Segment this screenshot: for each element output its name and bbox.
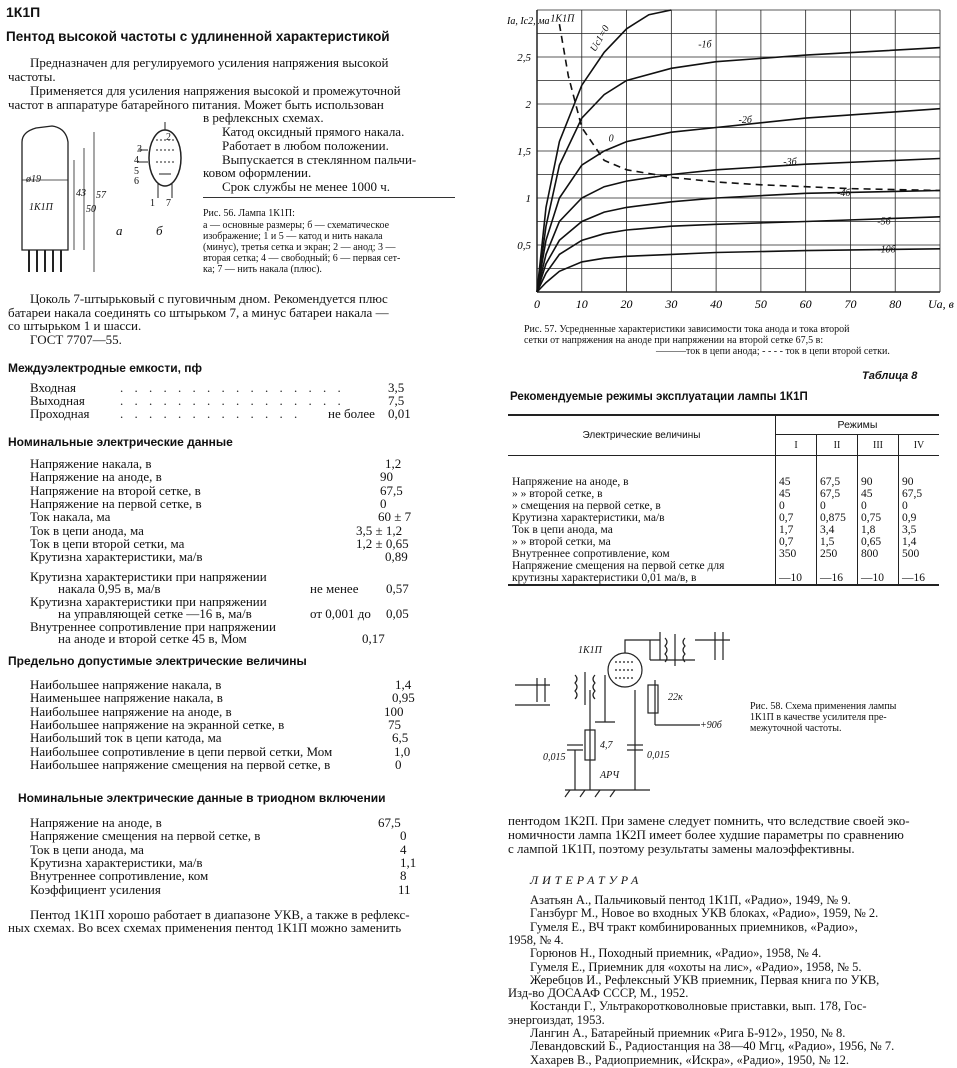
table-cell-value: 45 [858,488,899,500]
x-tick-label: 30 [665,297,678,311]
table-cell-value: 67,5 [817,456,858,489]
table-cell-value: 0 [899,500,940,512]
triode-value: 4 [400,841,407,857]
page-header: 1К1П [6,4,41,20]
nominal-extra-label: на аноде и второй сетке 45 в, Мом [58,631,247,646]
table-cell-value: 1,7 [776,524,817,536]
characteristics-chart [505,2,954,322]
x-tick-label: 50 [754,297,767,311]
section-heading: Предельно допустимые электрические величины [8,654,307,668]
table-cell-value: 90 [899,456,940,489]
nominal-label: Напряжение накала, в [30,456,152,471]
nominal-value: 67,5 [380,482,403,498]
table-cell-value: 0,875 [817,512,858,524]
intro-line: Предназначен для регулируемого усиления напряжения высокой [30,55,389,70]
nominal-label: Ток в цепи анода, ма [30,522,144,538]
literature-item: 1958, № 4. [508,932,564,947]
y-tick-label: 2 [525,99,531,111]
y-tick-label: 1 [525,193,531,205]
nominal-value: 0,89 [385,549,408,565]
table-cell-value: 0 [858,500,899,512]
nominal-label: Напряжение на первой сетке, в [30,495,202,511]
x-tick-label: 20 [620,297,633,311]
triode-label: Напряжение смещения на первой сетке, в [30,828,261,844]
limit-value: 0,95 [392,690,415,706]
table-cell-value: 45 [776,456,817,489]
base-text: со штырьком 1 и шасси. [8,318,142,333]
table-cell-value: 0,65 [858,536,899,548]
fig56-label-a: а [116,223,123,238]
triode-value: 8 [400,868,407,884]
curve-label: -4б [837,188,851,200]
nominal-extra-label: на управляющей сетке —16 в, ма/в [58,606,252,621]
limit-value: 1,4 [395,677,412,692]
fig56-dim: 50 [86,204,96,215]
table-row [508,536,939,548]
x-tick-label: 80 [889,297,902,311]
intro-line: Применяется для усиления напряжения высокой и промежуточной [30,83,401,98]
table-cell-value: 0 [776,500,817,512]
nominal-extra-label: Внутреннее сопротивление при напряжении [30,619,276,634]
y-tick-label: 2,5 [517,52,531,64]
literature-item: Гумеля Е., Приемник для «охоты на лис», «Радио», 1958, № 5. [530,959,862,974]
section-heading: Номинальные электрические данные [8,435,233,449]
literature-item: Левандовский Б., Радиостанция на 38—40 Мгц, «Радио», 1956, № 7. [530,1039,895,1054]
closing-right: номичности лампа 1К2П имеет более худшие параметры по сравнению [508,827,904,842]
leader-dots: . . . . . . . . . . . . . . . . [120,380,345,395]
table-cell-value: 1,8 [858,524,899,536]
nominal-label: Напряжение на второй сетке, в [30,482,201,498]
triode-value: 1,1 [400,854,417,870]
x-tick-label: 70 [844,297,857,311]
section-heading: Междуэлектродные емкости, пф [8,361,203,375]
fig58-c1: 0,015 [543,752,566,763]
cap-value: 3,5 [388,380,405,395]
feature-line: Работает в любом положении. [222,138,389,153]
fig58-caption: Рис. 58. Схема применения лампы [750,701,897,712]
table-cell-value: 3,5 [899,524,940,536]
fig56-dim: 57 [96,190,106,201]
table-cell-value: 350 [776,548,817,560]
table-cell-label: Крутизна характеристики, ма/в [508,512,776,524]
curve-label: -3б [783,157,797,169]
table-cell-label: Ток в цепи анода, ма [508,524,776,536]
limit-label: Наибольшее напряжение на экранной сетке, в [30,716,285,732]
fig56-caption: а — основные размеры; б — схематическое [203,220,390,231]
cap-prefix: не более [328,406,375,421]
leader-dots: . . . . . . . . . . . . . . . . [120,393,345,408]
table-row [508,500,939,512]
table-cell-label: Напряжение на аноде, в [508,456,776,489]
fig57-caption: сетки от напряжения на аноде при напряжении на второй сетке 67,5 в: [524,335,824,346]
literature-item: Изд-во ДОСААФ СССР, М., 1952. [508,986,689,1001]
table-cell-value: 0,7 [776,512,817,524]
nominal-label: Ток накала, ма [30,509,111,525]
intro-line: в рефлексных схемах. [203,110,324,125]
fig56-label-b: б [156,223,163,238]
series-line [537,191,940,293]
limit-label: Наибольшее напряжение смещения на первой сетке, в [30,756,331,772]
fig56-lamp-label: 1К1П [29,202,53,213]
limit-value: 1,0 [394,743,411,759]
table-cell-value: 250 [817,548,858,560]
nominal-value: 0 [380,495,387,511]
mode-col-head: IV [899,435,940,456]
nominal-extra-prefix: не менее [310,581,359,596]
y-tick-label: 1,5 [517,146,531,158]
pin-label: 4 [134,155,139,166]
table-cell-value: 800 [858,548,899,560]
table-heading: Рекомендуемые режимы эксплуатации лампы 1К1П [510,391,808,403]
triode-label: Коэффициент усиления [30,881,161,897]
limit-value: 100 [384,703,404,719]
triode-value: 0 [400,828,407,844]
nominal-extra-value: 0,57 [386,581,409,596]
closing-right: пентодом 1К2П. При замене следует помнить, что вследствие своей эко- [508,813,910,828]
table-cell-label: » » второй сетке, в [508,488,776,500]
fig56-dim: 43 [76,188,86,199]
col-head: Электрические величины [508,415,776,456]
modes-head: Режимы [776,415,940,435]
table-row [508,456,939,489]
nominal-value: 90 [380,469,393,485]
curve-label: 0 [608,133,614,145]
cap-label: Проходная [30,406,90,421]
pin-label: 7 [166,198,171,209]
literature-item: энергоиздат, 1953. [508,1012,605,1027]
table-cell-value: 1,5 [817,536,858,548]
tube-label: 1К1П [550,13,575,25]
closing-left: ных схемах. Во всех схемах применения пентод 1К1П можно заменить [8,920,402,935]
x-tick-label: 40 [710,297,723,311]
pin-label: 2 [166,132,171,143]
base-text: батареи накала соединять со штырьком 7, а минус батареи накала — [8,305,389,320]
nominal-label: Напряжение на аноде, в [30,469,162,485]
limit-label: Наибольший ток в цепи катода, ма [30,730,222,746]
table-cell-value: 0,9 [899,512,940,524]
fig58-agc: АРЧ [600,770,620,781]
table-row [508,488,939,500]
literature-item: Жеребцов И., Рефлексный УКВ приемник, Первая книга по УКВ, [530,972,880,987]
fig58-supply: +90б [700,720,722,731]
nominal-value: 1,2 ± 0,65 [356,535,409,551]
nominal-value: 60 ± 7 [378,509,412,525]
nominal-extra-label: накала 0,95 в, ма/в [58,581,161,596]
fig56-caption: вторая сетка; 4 — свободный; 6 — первая сет- [203,253,401,264]
feature-line: ковом оформлении. [203,165,312,180]
table-cell-value: 500 [899,548,940,560]
fig57-caption: ———ток в цепи анода; - - - - ток в цепи второй сетки. [656,346,890,357]
cap-value: 0,01 [388,406,411,421]
literature-item: Гумеля Е., ВЧ тракт комбинированных приемников, «Радио», [530,919,858,934]
closing-left: Пентод 1К1П хорошо работает в диапазоне УКВ, а также в рефлекс- [30,907,410,922]
triode-label: Ток в цепи анода, ма [30,841,144,857]
limit-label: Наибольшее сопротивление в цепи первой сетки, Мом [30,743,333,759]
table-cell-value: —16 [817,560,858,585]
table-cell-value: —16 [899,560,940,585]
literature-item: Азатьян А., Пальчиковый пентод 1К1П, «Радио», 1949, № 9. [530,893,851,907]
nominal-label: Ток в цепи второй сетки, ма [30,535,185,551]
y-axis-label: Ia, Ic2, ма [507,16,550,27]
series-line [537,109,940,292]
leader-dots: . . . . . . . . . . . . . [120,406,302,421]
base-text: Цоколь 7-штырьковый с пуговичным дном. Рекомендуется плюс [30,291,388,306]
nominal-extra-label: Крутизна характеристики при напряжении [30,594,267,609]
base-text: ГОСТ 7707—55. [30,332,122,347]
modes-table [508,414,939,586]
limit-label: Наибольшее напряжение на аноде, в [30,703,232,719]
y-tick-label: 0,5 [517,240,531,252]
nominal-value: 1,2 [385,456,402,471]
table-cell-label: Внутреннее сопротивление, ком [508,548,776,560]
fig58-r2: 4,7 [600,740,613,751]
curve-label: -1б [698,39,712,51]
table-cell-value: 67,5 [817,488,858,500]
mode-col-head: III [858,435,899,456]
literature-item: Горюнов Н., Походный приемник, «Радио», 1958, № 4. [530,946,822,961]
cap-label: Входная [30,380,76,395]
pin-label: 3 [137,144,142,155]
literature-item: Ганзбург М., Новое во входных УКВ блоках, «Радио», 1959, № 2. [530,906,879,921]
literature-item: Лангин А., Батарейный приемник «Рига Б-912», 1950, № 8. [530,1026,846,1040]
table-row [508,548,939,560]
fig56-caption: ка; 7 — нить накала (плюс). [203,264,322,275]
curve-label: -5б [877,216,891,228]
triode-value: 11 [398,881,411,897]
table-cell-value: 3,4 [817,524,858,536]
intro-line: частот в аппаратуре батарейного питания. Может быть использован [8,97,384,112]
table-label: Таблица 8 [862,370,918,382]
divider [203,197,455,198]
table-cell-value: 90 [858,456,899,489]
nominal-extra-label: Крутизна характеристики при напряжении [30,569,267,584]
limit-value: 6,5 [392,730,409,746]
feature-line: Выпускается в стеклянном пальчи- [222,152,417,167]
closing-right: с лампой 1К1П, поэтому результаты замены малоэффективны. [508,841,855,856]
triode-label: Напряжение на аноде, в [30,815,162,830]
nominal-extra-prefix: от 0,001 до [310,606,371,621]
fig56-caption: изображение; 1 и 5 — катод и нить накала [203,231,383,242]
fig58-lamp-label: 1К1П [578,645,602,656]
pin-label: 1 [150,198,155,209]
feature-line: Срок службы не менее 1000 ч. [222,179,390,194]
limit-value: 75 [388,716,401,732]
fig58-r1: 22к [668,692,683,703]
section-heading: Номинальные электрические данные в триодном включении [18,791,386,805]
triode-value: 67,5 [378,815,401,830]
limit-value: 0 [395,756,402,772]
mode-col-head: I [776,435,817,456]
fig56-caption: (минус), третья сетка и экран; 2 — анод; 3 — [203,242,396,253]
nominal-value: 3,5 ± 1,2 [356,522,403,538]
cap-label: Выходная [30,393,85,408]
intro-line: частоты. [8,69,56,84]
x-tick-label: 0 [534,297,540,311]
curve-label: -10б [877,244,896,256]
table-cell-label: » смещения на первой сетке, в [508,500,776,512]
curve-label: -2б [738,114,752,126]
x-tick-label: 60 [799,297,812,311]
literature-item: Костанди Г., Ультракоротковолновые приставки, вып. 178, Гос- [530,999,867,1014]
table-cell-value: 0 [817,500,858,512]
table-row [508,560,939,585]
table-cell-value: —10 [858,560,899,585]
x-axis-label: Ua, в [928,297,954,311]
literature-item: Хахарев В., Радиоприемник, «Искра», «Радио», 1950, № 12. [530,1052,850,1067]
limit-label: Наибольшее напряжение накала, в [30,677,222,692]
mode-col-head: II [817,435,858,456]
series-line [559,24,940,190]
page-title: Пентод высокой частоты с удлиненной характеристикой [6,29,390,44]
table-cell-value: 0,7 [776,536,817,548]
table-cell-label: » » второй сетки, ма [508,536,776,548]
pin-label: 6 [134,176,139,187]
fig56-dim: ø19 [26,174,41,185]
nominal-extra-value: 0,17 [362,631,385,646]
fig57-caption: Рис. 57. Усредненные характеристики зависимости тока анода и тока второй [524,324,850,335]
fig58-caption: 1К1П в качестве усилителя пре- [750,712,887,723]
feature-line: Катод оксидный прямого накала. [222,124,405,139]
table-cell-value: 45 [776,488,817,500]
nominal-label: Крутизна характеристики, ма/в [30,549,203,565]
nominal-extra-value: 0,05 [386,606,409,621]
table-row [508,512,939,524]
literature-heading: ЛИТЕРАТУРА [530,873,643,887]
triode-label: Крутизна характеристики, ма/в [30,854,203,870]
limit-label: Наименьшее напряжение накала, в [30,690,223,706]
fig58-caption: межуточной частоты. [750,723,842,734]
fig56-caption: Рис. 56. Лампа 1К1П: [203,208,295,219]
curve-label: Uc1=0 [588,23,613,54]
table-cell-label: Напряжение смещения на первой сетке для крутизны характеристики 0,01 ма/в, в [508,560,776,585]
triode-label: Внутреннее сопротивление, ком [30,868,209,884]
table-cell-value: 0,75 [858,512,899,524]
pin-label: 5 [134,166,139,177]
fig58-c2: 0,015 [647,750,670,761]
x-tick-label: 10 [575,297,588,311]
table-cell-value: —10 [776,560,817,585]
table-cell-value: 67,5 [899,488,940,500]
cap-value: 7,5 [388,393,405,408]
table-row [508,524,939,536]
table-cell-value: 1,4 [899,536,940,548]
